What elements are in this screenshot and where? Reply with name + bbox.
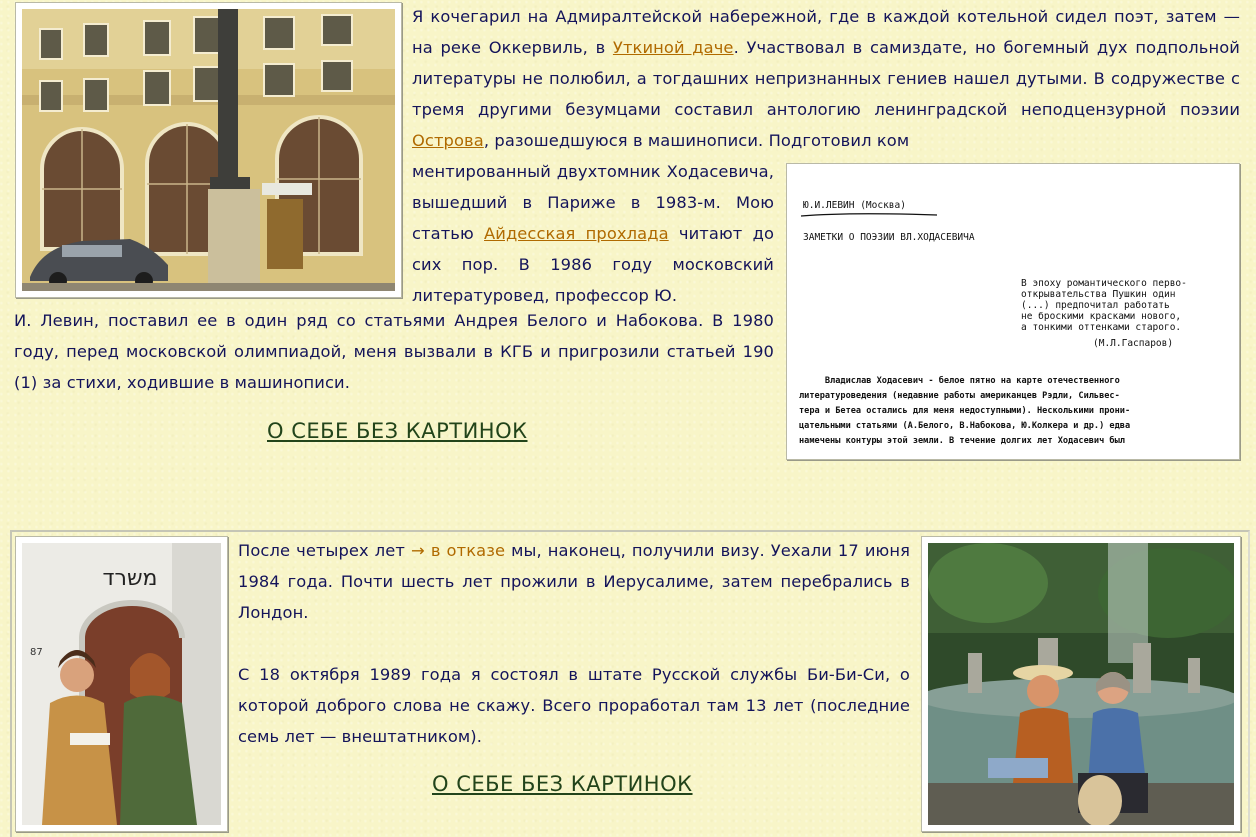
doc-author: Ю.И.ЛЕВИН (Москва) — [803, 200, 906, 211]
doc-body-3: тера и Бетеа остались для меня недоступными). Несколькими прони- — [799, 406, 1131, 416]
intro-text-1: Я кочегарил на Адмиралтейской набережной, где в каждой котельной сидел поэт, затем — на реке Оккервиль, в — [412, 7, 1240, 57]
building-photo — [22, 9, 395, 291]
door-sign-text: משרד — [102, 566, 158, 591]
doc-body-2: литературоведения (недавние работы американцев Рэдли, Сильвес- — [799, 391, 1120, 401]
doc-body-1: Владислав Ходасевич - белое пятно на карте отечественного — [799, 376, 1120, 386]
final-paragraph: И. Левин, поставил ее в один ряд со статьями Андрея Белого и Набокова. В 1980 году, перед московской олимпиадой, меня вызвали в КГБ и пригрозили статьей 190 (1) за стихи, ходившие в машинописи. — [14, 311, 774, 392]
doc-epigraph-1: В эпоху романтического перво- — [1021, 278, 1187, 289]
couple-door-photo-frame — [15, 536, 228, 832]
bbc-paragraph: С 18 октября 1989 года я состоял в штате Русской службы Би-Би-Си, о которой доброго слова не скажу. Всего проработал там 13 лет (последние семь лет — внештатником). — [238, 665, 910, 746]
emigration-text-2: мы, наконец, получили визу. Уехали 17 июня 1984 года. Почти шесть лет прожили в Иерусалиме, затем перебрались в Лондон. — [238, 541, 910, 622]
doc-epigraph-4: не брoскими красками нового, — [1021, 311, 1182, 322]
doc-body-5: намечены контуры этой земли. В течение долгих лет Ходасевич был — [799, 436, 1125, 446]
couple-door-photo — [22, 543, 221, 825]
ostrova-link[interactable]: Острова — [412, 131, 484, 150]
building-photo-image — [22, 9, 395, 291]
document-scan — [793, 170, 1233, 453]
document-scan-frame — [786, 163, 1240, 460]
door-number-text: 87 — [30, 647, 43, 658]
doc-epigraph-author: (М.Л.Гаспаров) — [1093, 338, 1174, 349]
intro-paragraph: Я кочегарил на Адмиралтейской набережной, где в каждой котельной сидел поэт, затем — на реке Оккервиль, в Уткиной даче. Участвовал в самиздате, но богемный дух подпольной литературы не полюбил, а тогдашних непризнанных гениев нашел дутыми. В содружестве с тремя другими безумцами составил антологию ленинградской неподцензурной поэзии Острова, разошедшуюся в машинописи. Подготовил ком — [412, 7, 1240, 150]
doc-epigraph-2: открывательства Пушкин один — [1021, 289, 1176, 300]
building-photo-frame — [15, 2, 402, 298]
fountain-photo — [928, 543, 1234, 825]
emigration-paragraph — [238, 535, 910, 628]
doc-body-4: цательными статьями (А.Белого, В.Набокова, Ю.Колкера и др.) едва — [799, 421, 1131, 431]
emigration-text-1: После четырех лет — [238, 541, 412, 560]
fountain-photo-image — [928, 543, 1234, 825]
about-no-pictures-link-2[interactable]: О СЕБЕ БЕЗ КАРТИНОК — [432, 772, 693, 796]
continued-paragraph: ментированный двухтомник Ходасевича, вышедший в Париже в 1983-м. Мою статью Айдесская прохлада читают до сих пор. В 1986 году московский литературовед, профессор Ю. — [412, 162, 775, 305]
doc-title: ЗАМЕТКИ О ПОЭЗИИ ВЛ.ХОДАСЕВИЧА — [803, 232, 975, 243]
about-no-pictures-link-1[interactable]: О СЕБЕ БЕЗ КАРТИНОК — [267, 419, 528, 443]
doc-epigraph-5: а тонкими оттенками старого. — [1021, 322, 1182, 333]
refusal-link[interactable]: → в отказе — [411, 541, 506, 560]
aidesskaya-prokhlada-link[interactable]: Айдесская прохлада — [484, 224, 669, 243]
doc-underline — [799, 210, 939, 220]
doc-epigraph-3: (...) предпочитал работать — [1021, 300, 1170, 311]
fountain-photo-frame — [921, 536, 1241, 832]
utkina-dacha-link[interactable]: Уткиной даче — [612, 38, 734, 57]
couple-door-photo-image — [22, 543, 221, 825]
intro-text-2: . Участвовал в самиздате, но богемный дух подпольной литературы не полюбил, а тогдашних непризнанных гениев нашел дутыми. В содружестве с тремя другими безумцами составил антологию ленинградской неподцензурной поэзии — [412, 38, 1240, 119]
